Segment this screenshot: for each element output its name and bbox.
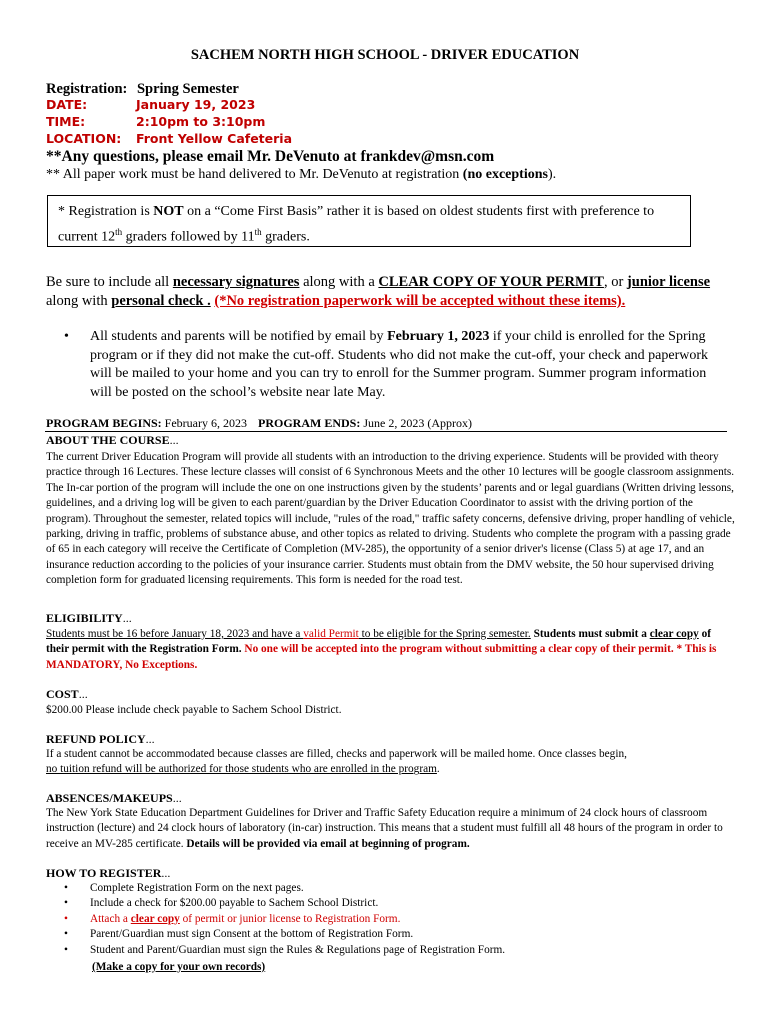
- about-heading: [46, 433, 179, 448]
- absences-heading-text: ABSENCES/MAKEUPS: [46, 791, 173, 805]
- time-value: 2:10pm to 3:10pm: [136, 114, 266, 129]
- bullet-icon: •: [64, 897, 68, 910]
- list-item-text: Include a check for $200.00 payable to Sachem School District.: [90, 897, 379, 910]
- bullet-icon: •: [64, 329, 69, 344]
- make-copy-note: (Make a copy for your own records): [92, 961, 266, 973]
- notice-not: NOT: [153, 204, 184, 219]
- paperwork-bold: (no exceptions: [462, 167, 548, 182]
- notice-text: * Registration is: [58, 204, 154, 219]
- bullet-icon: •: [64, 912, 68, 925]
- list-item-clear-copy: clear copy: [130, 912, 180, 925]
- program-ends-label: PROGRAM ENDS:: [258, 416, 361, 430]
- refund-line: If a student cannot be accommodated because classes are filled, checks and paperwork will be mailed home. Once classes begin,: [46, 748, 627, 760]
- requirements-paragraph: [46, 273, 726, 311]
- eligibility-bold: .: [238, 643, 245, 656]
- notice-text: on a “Come First Basis” rather it is based on oldest students first with preference to current 12: [58, 204, 655, 245]
- eligibility-clear-copy: clear copy: [649, 628, 699, 640]
- program-ends-date: June 2, 2023 (Approx): [363, 416, 472, 430]
- eligibility-warning: No one will be accepted into the program without submitting a clear copy of their permit. * This is MANDATORY, No Exceptions.: [46, 643, 717, 671]
- req-check: personal check .: [111, 293, 211, 309]
- ellipsis: ...: [78, 687, 88, 701]
- ellipsis: ...: [169, 433, 179, 447]
- time-label: TIME:: [46, 114, 86, 129]
- refund-body: [46, 747, 736, 778]
- refund-underlined: no tuition refund will be authorized for those students who are enrolled in the program: [46, 763, 437, 776]
- absences-text: The New York State Education Department Guidelines for Driver and Traffic Safety Education require a minimum of 24 clock hours of classroom instruction (lecture) and 24 clock hours of laboratory (in-car) instruction. This means that a student must fulfill all 48 hours of the program in order to receive an MV-285 certificate.: [46, 807, 723, 850]
- program-dates: [46, 416, 472, 431]
- bullet-icon: •: [64, 928, 68, 941]
- list-item: [64, 881, 724, 896]
- req-text: Be sure to include all: [46, 274, 173, 290]
- absences-body: [46, 806, 736, 852]
- req-text: , or: [603, 274, 627, 290]
- list-item: [64, 912, 724, 927]
- req-warning: (*No registration paperwork will be accepted without these items).: [214, 293, 626, 309]
- divider: [45, 431, 727, 432]
- program-begins-label: PROGRAM BEGINS:: [46, 416, 162, 430]
- notice-text: graders.: [261, 229, 310, 245]
- paperwork-note: [46, 167, 556, 183]
- location-value: Front Yellow Cafeteria: [136, 131, 293, 146]
- ellipsis: ...: [145, 732, 155, 746]
- location-label: LOCATION:: [46, 131, 122, 146]
- questions-email: **Any questions, please email Mr. DeVenuto at frankdev@msn.com: [46, 148, 495, 165]
- eligibility-text: Students must be 16 before January 18, 2023 and have a: [46, 628, 304, 640]
- req-permit: CLEAR COPY OF YOUR PERMIT: [378, 274, 604, 290]
- cost-body: $200.00 Please include check payable to Sachem School District.: [46, 704, 342, 716]
- list-item-text: of permit or junior license to Registration Form.: [179, 912, 401, 925]
- notify-date: February 1, 2023: [387, 329, 490, 344]
- bullet-icon: •: [64, 943, 68, 956]
- registration-label: Registration:: [46, 81, 128, 97]
- notify-text: All students and parents will be notified by email by: [90, 329, 388, 344]
- about-body: The current Driver Education Program will provide all students with an introduction to the driving experience. Students will be provided with theory practice through 16 Lectures. These lecture classes will consist of 6 Synchronous Meets and the other 10 lectures will be google classroom assignments. The In-car portion of the program will include the one on one instructions given by the students’ parents and or legal guardians (Written driving lessons, guidelines, and a driving log will be given to each parent/guardian by the Driver Education Coordinator to assist with the driving portion of the program). Throughout the semester, related topics will include, "rules of the road," traffic safety concerns, defensive driving, proper handling of vehicle, parking, driving in traffic, problems of substance abuse, and other topics as related to driving. Students who complete the program with a passing grade of 65 in each category will receive the Certificate of Completion (MV-285), the opportunity of a senior driver's license (Class 5) at age 17, and an insurance reduction according to the policies of your insurance carrier. Students must obtain from the DMV website, the 50 hour supervised driving completion form for graduated licensing requirements. This form is needed for the road test.: [46, 451, 735, 587]
- date-label: DATE:: [46, 97, 88, 112]
- ellipsis: ...: [122, 611, 132, 625]
- ellipsis: ...: [172, 791, 182, 805]
- refund-heading: [46, 732, 155, 747]
- eligibility-valid-permit: valid Permit: [303, 628, 359, 640]
- notify-text: if your child is enrolled for the Spring program or if they did not make the cut-off. Students who did not make the cut-off, your check and paperwork will be mailed to your home and you can try to enroll for the Summer program. Summer program information will be posted on the school’s website near late May.: [90, 329, 709, 400]
- eligibility-heading: [46, 611, 132, 626]
- eligibility-heading-text: ELIGIBILITY: [46, 611, 123, 625]
- list-item: [64, 927, 724, 942]
- eligibility-body: [46, 627, 726, 673]
- about-heading-text: ABOUT THE COURSE: [46, 433, 170, 447]
- list-item: [64, 943, 724, 958]
- registration-line: [46, 81, 239, 98]
- ellipsis: ...: [161, 866, 171, 880]
- list-item-text: Attach a: [90, 912, 131, 925]
- notification-text: [90, 328, 720, 402]
- refund-period: .: [436, 763, 440, 776]
- list-item-text: Parent/Guardian must sign Consent at the bottom of Registration Form.: [90, 928, 414, 941]
- eligibility-bold: of their permit with the Registration Form: [46, 628, 712, 656]
- notice-sup: th: [254, 227, 262, 237]
- page-title: SACHEM NORTH HIGH SCHOOL - DRIVER EDUCATION: [190, 47, 580, 63]
- registration-value: Spring Semester: [136, 81, 239, 97]
- notice-box: [47, 195, 691, 247]
- bullet-icon: •: [64, 882, 68, 894]
- cost-heading-text: COST: [46, 687, 79, 701]
- list-item-text: Complete Registration Form on the next pages.: [90, 882, 304, 894]
- paperwork-suffix: ).: [547, 167, 557, 182]
- absences-heading: [46, 791, 182, 806]
- absences-bold: Details will be provided via email at beginning of program.: [186, 837, 470, 850]
- list-item: [64, 896, 724, 911]
- notice-text: graders followed by 11: [122, 229, 255, 245]
- how-heading: [46, 866, 170, 881]
- program-begins-date: February 6, 2023: [164, 416, 247, 430]
- how-heading-text: HOW TO REGISTER: [46, 866, 162, 880]
- cost-heading: [46, 687, 88, 702]
- paperwork-text: ** All paper work must be hand delivered to Mr. DeVenuto at registration: [46, 167, 463, 182]
- eligibility-bold: Students must submit a: [530, 628, 650, 640]
- req-signatures: necessary signatures: [172, 274, 300, 290]
- refund-heading-text: REFUND POLICY: [46, 732, 146, 746]
- list-item-text: Student and Parent/Guardian must sign the Rules & Regulations page of Registration Form.: [90, 943, 506, 956]
- notice-sup: th: [115, 227, 123, 237]
- eligibility-text: to be eligible for the Spring semester.: [358, 628, 531, 640]
- req-text: along with a: [299, 274, 379, 290]
- date-value: January 19, 2023: [136, 97, 256, 112]
- req-junior-license: junior license: [626, 274, 711, 290]
- refund-line: [46, 762, 736, 777]
- how-to-register-list: [64, 881, 724, 958]
- req-text: along with: [46, 293, 112, 309]
